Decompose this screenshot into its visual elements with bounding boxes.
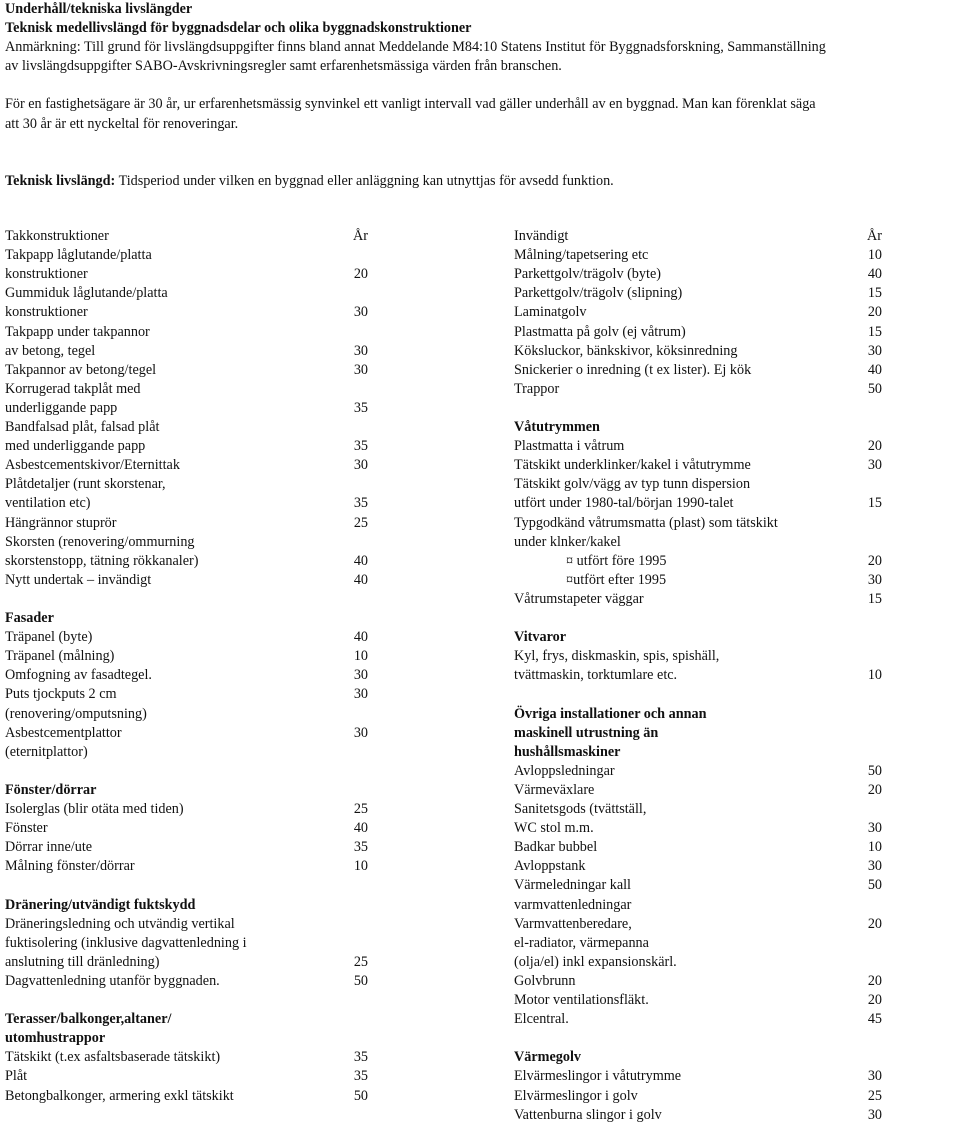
item-years: 30: [353, 361, 368, 378]
item-years: 10: [867, 667, 882, 684]
item-label: Kyl, frys, diskmaskin, spis, spishäll,: [514, 648, 720, 665]
item-label: Plåt: [5, 1068, 28, 1085]
item-label: Parkettgolv/trägolv (byte): [514, 266, 661, 283]
item-label: Elvärmeslingor i våtutrymme: [514, 1068, 682, 1085]
item-label: tvättmaskin, torktumlare etc.: [514, 667, 678, 684]
definition-term: Teknisk livslängd:: [5, 173, 116, 189]
item-years: 30: [353, 457, 368, 474]
item-years: 15: [867, 495, 882, 512]
item-years: 50: [867, 877, 882, 894]
item-years: 30: [353, 686, 368, 703]
section-heading: maskinell utrustning än: [514, 724, 659, 741]
item-years: 30: [353, 667, 368, 684]
section-heading: Vitvaror: [514, 629, 567, 646]
item-label: Värmeväxlare: [514, 781, 595, 798]
document-title: Underhåll/tekniska livslängder: [5, 1, 193, 17]
item-years: 30: [353, 724, 368, 741]
item-label: Träpanel (målning): [5, 648, 115, 665]
item-label: Köksluckor, bänkskivor, köksinredning: [514, 342, 738, 359]
section-heading: Övriga installationer och annan: [514, 705, 707, 722]
item-label: Badkar bubbel: [514, 839, 598, 856]
section-heading: Våtutrymmen: [514, 419, 600, 435]
item-label: Vattenburna slingor i golv: [514, 1106, 662, 1123]
item-label: Skorsten (renovering/ommurning: [5, 533, 195, 550]
item-label: Plåtdetaljer (runt skorstenar,: [5, 476, 166, 493]
item-label: WC stol m.m.: [514, 820, 594, 837]
item-years: 20: [867, 552, 882, 569]
item-label: skorstenstopp, tätning rökkanaler): [5, 552, 199, 569]
item-years: 45: [867, 1011, 882, 1028]
item-years: 10: [353, 648, 368, 665]
item-label: el-radiator, värmepanna: [514, 934, 649, 951]
item-label: underliggande papp: [5, 399, 118, 416]
item-label: ventilation etc): [5, 495, 91, 512]
item-label: (eternitplattor): [5, 743, 88, 760]
item-years: 30: [867, 571, 882, 588]
item-label: Fönster: [5, 820, 48, 837]
item-years: 20: [867, 972, 882, 989]
item-years: 25: [353, 953, 368, 970]
item-label: (renovering/omputsning): [5, 705, 147, 722]
item-label: Trappor: [514, 380, 560, 397]
item-years: 15: [867, 323, 882, 340]
item-label: Målning/tapetsering etc: [514, 247, 649, 264]
item-label: Motor ventilationsfläkt.: [514, 992, 649, 1008]
section-heading: Dränering/utvändigt fuktskydd: [5, 896, 196, 913]
item-label: Golvbrunn: [514, 972, 576, 989]
intro-line-2: att 30 år är ett nyckeltal för renoveringar.: [5, 116, 239, 132]
item-label: Hängrännor stuprör: [5, 514, 117, 531]
item-years: 30: [867, 858, 882, 875]
item-label: Takpapp låglutande/platta: [5, 247, 152, 264]
item-label: Nytt undertak – invändigt: [5, 571, 152, 588]
item-label: Träpanel (byte): [5, 629, 93, 646]
item-years: 40: [353, 571, 368, 588]
item-label: Avloppsledningar: [514, 762, 615, 779]
item-years: 20: [867, 915, 882, 932]
item-years: 50: [353, 972, 368, 989]
item-years: 40: [353, 552, 368, 569]
item-years: 40: [867, 266, 882, 283]
item-years: 35: [353, 495, 368, 512]
item-label: Invändigt: [514, 228, 569, 244]
item-years: 10: [353, 858, 368, 875]
item-label: Laminatgolv: [514, 304, 587, 321]
item-label: Värmeledningar kall: [514, 877, 631, 894]
item-label: Asbestcementskivor/Eternittak: [5, 457, 180, 474]
item-label: Korrugerad takplåt med: [5, 380, 141, 397]
item-years: 25: [353, 514, 368, 531]
item-years: 50: [867, 762, 882, 779]
item-label: Omfogning av fasadtegel.: [5, 667, 152, 684]
item-label: Elvärmeslingor i golv: [514, 1087, 638, 1104]
item-years: 35: [353, 438, 368, 455]
item-label: Parkettgolv/trägolv (slipning): [514, 285, 683, 302]
item-label: fuktisolering (inklusive dagvattenledning i: [5, 934, 247, 951]
item-label: Puts tjockputs 2 cm: [5, 686, 117, 703]
item-years: 30: [867, 342, 882, 359]
item-years: 50: [353, 1087, 368, 1104]
item-years: 50: [867, 380, 882, 397]
section-heading: Terasser/balkonger,altaner/: [5, 1011, 172, 1028]
item-label: Isolerglas (blir otäta med tiden): [5, 801, 184, 817]
item-label: av betong, tegel: [5, 342, 96, 359]
item-years: 35: [353, 1049, 368, 1066]
item-label: under klnker/kakel: [514, 533, 621, 550]
item-label: konstruktioner: [5, 266, 88, 283]
item-years: 10: [867, 839, 882, 856]
item-years: År: [353, 228, 368, 244]
item-label: Våtrumstapeter väggar: [514, 590, 644, 607]
note-line-1: Anmärkning: Till grund för livslängdsuppgifter finns bland annat Meddelande M84:10 Statens Institut för Byggnadsforskning, Sammanställning: [5, 39, 826, 55]
item-label: Typgodkänd våtrumsmatta (plast) som tätskikt: [514, 514, 778, 531]
item-label: varmvattenledningar: [514, 896, 632, 913]
document-subtitle: Teknisk medellivslängd för byggnadsdelar och olika byggnadskonstruktioner: [5, 20, 472, 36]
item-label: Målning fönster/dörrar: [5, 858, 135, 875]
item-label: Dräneringsledning och utvändig vertikal: [5, 915, 235, 932]
item-label: Betongbalkonger, armering exkl tätskikt: [5, 1087, 234, 1104]
definition: [5, 172, 614, 191]
item-label: Takpannor av betong/tegel: [5, 361, 157, 378]
definition-text: Tidsperiod under vilken en byggnad eller anläggning kan utnyttjas för avsedd funktion.: [115, 173, 614, 189]
item-years: 15: [867, 285, 882, 302]
item-label: utfört under 1980-tal/början 1990-talet: [514, 495, 734, 512]
item-years: 35: [353, 1068, 368, 1085]
item-label: Sanitetsgods (tvättställ,: [514, 801, 647, 817]
intro-line-1: För en fastighetsägare är 30 år, ur erfarenhetsmässig synvinkel ett vanligt intervall vad gäller underhåll av en byggnad. Man kan förenklat säga: [5, 96, 816, 112]
item-years: 40: [867, 361, 882, 378]
item-label: Elcentral.: [514, 1011, 569, 1028]
item-years: 10: [867, 247, 882, 264]
item-years: 35: [353, 399, 368, 416]
section-heading: hushållsmaskiner: [514, 743, 621, 760]
item-label: Bandfalsad plåt, falsad plåt: [5, 419, 160, 435]
item-years: 30: [353, 304, 368, 321]
item-years: 20: [867, 992, 882, 1008]
item-years: 25: [353, 801, 368, 817]
section-heading: Fönster/dörrar: [5, 781, 97, 798]
item-label: Tätskikt golv/vägg av typ tunn dispersion: [514, 476, 751, 493]
item-years: 30: [867, 457, 882, 474]
item-label: Plastmatta på golv (ej våtrum): [514, 323, 686, 340]
item-years: 30: [867, 1068, 882, 1085]
item-label: Plastmatta i våtrum: [514, 438, 625, 455]
item-years: 25: [867, 1087, 882, 1104]
item-years: 20: [867, 438, 882, 455]
item-label: Takpapp under takpannor: [5, 323, 150, 340]
item-label: Snickerier o inredning (t ex lister). Ej kök: [514, 361, 752, 378]
item-label: ¤utfört efter 1995: [566, 571, 667, 588]
item-label: Asbestcementplattor: [5, 724, 122, 741]
item-years: 20: [867, 304, 882, 321]
item-label: (olja/el) inkl expansionskärl.: [514, 953, 677, 970]
item-label: Avloppstank: [514, 858, 586, 875]
item-label: Dagvattenledning utanför byggnaden.: [5, 972, 220, 989]
item-years: 40: [353, 629, 368, 646]
item-label: Dörrar inne/ute: [5, 839, 93, 856]
item-years: År: [867, 228, 882, 244]
item-years: 30: [867, 1106, 882, 1123]
item-years: 35: [353, 839, 368, 856]
section-heading: Värmegolv: [514, 1049, 581, 1066]
item-label: ¤ utfört före 1995: [566, 552, 667, 569]
item-label: konstruktioner: [5, 304, 88, 321]
section-heading: utomhustrappor: [5, 1030, 106, 1047]
item-label: med underliggande papp: [5, 438, 146, 455]
item-years: 15: [867, 590, 882, 607]
item-label: Tätskikt underklinker/kakel i våtutrymme: [514, 457, 751, 474]
item-label: Tätskikt (t.ex asfaltsbaserade tätskikt): [5, 1049, 221, 1066]
item-label: Gummiduk låglutande/platta: [5, 285, 168, 302]
item-years: 40: [353, 820, 368, 837]
item-label: anslutning till dränledning): [5, 953, 160, 970]
item-label: Varmvattenberedare,: [514, 915, 632, 932]
item-years: 30: [867, 820, 882, 837]
item-years: 20: [867, 781, 882, 798]
item-years: 30: [353, 342, 368, 359]
item-years: 20: [353, 266, 368, 283]
note-line-2: av livslängdsuppgifter SABO-Avskrivningsregler samt erfarenhetsmässiga värden från branschen.: [5, 58, 562, 74]
section-heading: Fasader: [5, 610, 54, 626]
item-label: Takkonstruktioner: [5, 228, 109, 244]
